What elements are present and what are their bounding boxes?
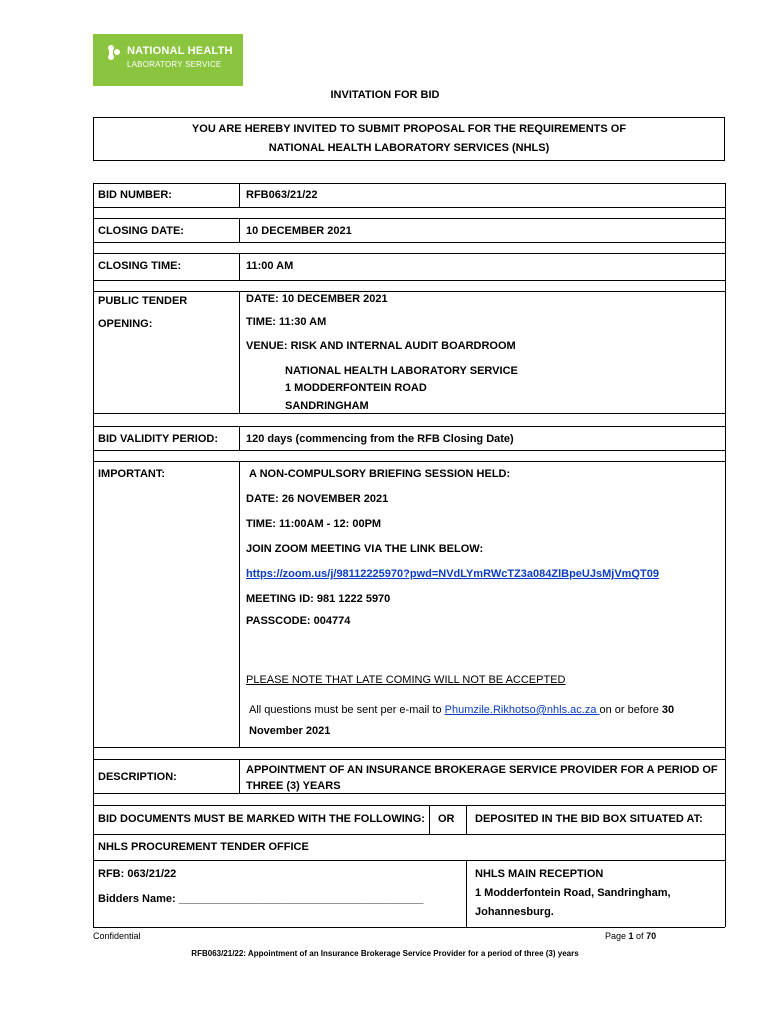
important-label: IMPORTANT: xyxy=(98,468,166,480)
bidders-name-field: Bidders Name: ________________________________________ xyxy=(98,893,424,905)
invitation-line-2: NATIONAL HEALTH LABORATORY SERVICES (NHLS) xyxy=(268,142,550,154)
page-current: 1 xyxy=(628,931,634,941)
page-prefix: Page xyxy=(605,931,629,941)
questions-paragraph xyxy=(249,704,674,716)
procurement-office: NHLS PROCUREMENT TENDER OFFICE xyxy=(98,841,309,853)
bid-box-instruction: DEPOSITED IN THE BID BOX SITUATED AT: xyxy=(475,813,703,825)
meeting-passcode: PASSCODE: 004774 xyxy=(246,615,351,627)
confidential-label: Confidential xyxy=(93,931,141,941)
public-tender-label-2: OPENING: xyxy=(98,318,153,330)
document-title: INVITATION FOR BID xyxy=(330,89,440,101)
closing-date-value: 10 DECEMBER 2021 xyxy=(246,225,352,237)
questions-deadline-day: 30 xyxy=(661,704,675,716)
public-tender-label-1: PUBLIC TENDER xyxy=(98,295,188,307)
meeting-id: MEETING ID: 981 1222 5970 xyxy=(246,593,391,605)
bid-number-label: BID NUMBER: xyxy=(98,189,172,201)
page-number xyxy=(605,931,656,941)
zoom-meeting-link[interactable]: https://zoom.us/j/98112225970?pwd=NVdLYmRWcTZ3a084ZlBpeUJsMjVmQT09 xyxy=(246,568,659,580)
invitation-box xyxy=(93,117,725,161)
questions-deadline-month: November 2021 xyxy=(249,725,331,737)
late-coming-note: PLEASE NOTE THAT LATE COMING WILL NOT BE ACCEPTED xyxy=(246,674,566,686)
page-of: of xyxy=(633,931,647,941)
reception-address-2: Johannesburg. xyxy=(475,906,554,918)
marking-instruction: BID DOCUMENTS MUST BE MARKED WITH THE FOLLOWING: xyxy=(98,813,425,825)
rfb-number: RFB: 063/21/22 xyxy=(98,868,177,880)
description-line-1: APPOINTMENT OF AN INSURANCE BROKERAGE SERVICE PROVIDER FOR A PERIOD OF xyxy=(246,764,718,776)
description-line-2: THREE (3) YEARS xyxy=(246,780,341,792)
page-total: 70 xyxy=(646,931,657,941)
zoom-join-instruction: JOIN ZOOM MEETING VIA THE LINK BELOW: xyxy=(246,543,484,555)
briefing-session-heading: A NON-COMPULSORY BRIEFING SESSION HELD: xyxy=(249,468,511,480)
venue-address-line-2: 1 MODDERFONTEIN ROAD xyxy=(285,382,427,394)
nhls-emblem-icon xyxy=(105,43,123,63)
closing-time-value: 11:00 AM xyxy=(246,260,294,272)
logo-name: NATIONAL HEALTH xyxy=(127,45,233,57)
footer-caption: RFB063/21/22: Appointment of an Insurance Brokerage Service Provider for a period of three (3) years xyxy=(191,949,579,958)
invitation-line-1: YOU ARE HEREBY INVITED TO SUBMIT PROPOSAL FOR THE REQUIREMENTS OF xyxy=(191,123,627,135)
venue-address-line-1: NATIONAL HEALTH LABORATORY SERVICE xyxy=(285,365,518,377)
tender-opening-venue: VENUE: RISK AND INTERNAL AUDIT BOARDROOM xyxy=(246,340,516,352)
logo-subtitle: LABORATORY SERVICE xyxy=(127,60,222,69)
closing-time-label: CLOSING TIME: xyxy=(98,260,182,272)
briefing-date: DATE: 26 NOVEMBER 2021 xyxy=(246,493,389,505)
venue-address-line-3: SANDRINGHAM xyxy=(285,400,369,412)
bid-number-value: RFB063/21/22 xyxy=(246,189,318,201)
reception-address-1: 1 Modderfontein Road, Sandringham, xyxy=(475,887,671,899)
tender-opening-date: DATE: 10 DECEMBER 2021 xyxy=(246,293,388,305)
tender-opening-time: TIME: 11:30 AM xyxy=(246,316,327,328)
bid-validity-label: BID VALIDITY PERIOD: xyxy=(98,433,218,445)
briefing-time: TIME: 11:00AM - 12: 00PM xyxy=(246,518,382,530)
questions-text-start: All questions must be sent per e-mail to xyxy=(249,704,445,716)
closing-date-label: CLOSING DATE: xyxy=(98,225,184,237)
questions-text-middle: on or before xyxy=(599,704,662,716)
bid-validity-value: 120 days (commencing from the RFB Closing Date) xyxy=(246,433,514,445)
questions-email-link[interactable]: Phumzile.Rikhotso@nhls.ac.za xyxy=(444,704,600,716)
description-label: DESCRIPTION: xyxy=(98,771,177,783)
marking-or: OR xyxy=(438,813,455,825)
nhls-logo xyxy=(93,34,243,86)
main-reception: NHLS MAIN RECEPTION xyxy=(475,868,604,880)
